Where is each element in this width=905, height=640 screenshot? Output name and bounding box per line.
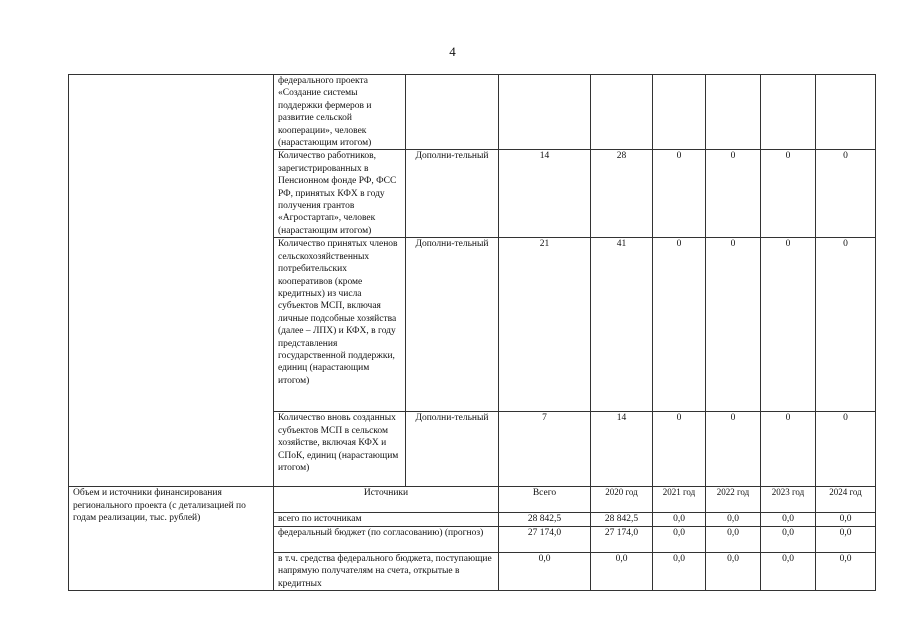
financing-source: в т.ч. средства федерального бюджета, поступающие напрямую получателям на счета, открытые в кредитных [274, 552, 499, 590]
financing-source: всего по источникам [274, 513, 499, 526]
indicator-value: 28 [591, 150, 653, 238]
year-header: 2021 год [653, 487, 706, 513]
indicator-value [653, 75, 706, 150]
financing-value: 0,0 [816, 552, 876, 590]
indicator-value: 0 [816, 412, 876, 487]
financing-total: 28 842,5 [499, 513, 591, 526]
indicator-value: 21 [499, 238, 591, 412]
financing-value: 0,0 [761, 526, 816, 552]
indicator-value: 0 [816, 150, 876, 238]
financing-value: 0,0 [816, 513, 876, 526]
year-header: 2022 год [706, 487, 761, 513]
year-header: 2020 год [591, 487, 653, 513]
indicator-value [761, 75, 816, 150]
financing-value: 0,0 [706, 552, 761, 590]
financing-source: федеральный бюджет (по согласованию) (прогноз) [274, 526, 499, 552]
indicator-value: 14 [591, 412, 653, 487]
financing-value: 0,0 [761, 552, 816, 590]
year-header: 2023 год [761, 487, 816, 513]
indicator-value: 0 [706, 150, 761, 238]
indicator-value: 14 [499, 150, 591, 238]
financing-value: 0,0 [653, 526, 706, 552]
financing-total: 27 174,0 [499, 526, 591, 552]
financing-total: 0,0 [499, 552, 591, 590]
financing-value: 0,0 [653, 552, 706, 590]
indicator-name: Количество работников, зарегистрированных в Пенсионном фонде РФ, ФСС РФ, принятых КФХ в году получения грантов «Агростартап», человек (нарастающим итогом) [274, 150, 406, 238]
page-number: 4 [449, 44, 456, 59]
financing-value: 0,0 [761, 513, 816, 526]
financing-value: 0,0 [653, 513, 706, 526]
indicator-value [706, 75, 761, 150]
indicator-value: 0 [761, 150, 816, 238]
financing-value: 0,0 [591, 552, 653, 590]
project-table [68, 74, 876, 591]
indicator-value: 7 [499, 412, 591, 487]
blank-section-cell [69, 75, 274, 487]
indicator-type: Дополни-тельный [406, 150, 499, 238]
indicator-value [591, 75, 653, 150]
financing-value: 0,0 [816, 526, 876, 552]
financing-section-label: Объем и источники финансирования регионального проекта (с детализацией по годам реализации, тыс. рублей) [69, 487, 274, 591]
indicator-type: Дополни-тельный [406, 412, 499, 487]
indicator-value: 0 [706, 412, 761, 487]
indicator-value: 0 [653, 150, 706, 238]
sources-header: Источники [274, 487, 499, 513]
indicator-value: 0 [653, 412, 706, 487]
financing-value: 0,0 [706, 513, 761, 526]
indicator-name: федерального проекта «Создание системы поддержки фермеров и развитие сельской кооперации», человек (нарастающим итогом) [274, 75, 406, 150]
indicator-value: 0 [761, 238, 816, 412]
financing-header-row [69, 487, 876, 513]
financing-value: 0,0 [706, 526, 761, 552]
indicator-row [69, 75, 876, 150]
indicator-name: Количество вновь созданных субъектов МСП в сельском хозяйстве, включая КФХ и СПоК, единиц (нарастающим итогом) [274, 412, 406, 487]
indicator-value: 41 [591, 238, 653, 412]
indicator-value [499, 75, 591, 150]
indicator-value: 0 [706, 238, 761, 412]
indicator-type: Дополни-тельный [406, 238, 499, 412]
financing-value: 27 174,0 [591, 526, 653, 552]
financing-value: 28 842,5 [591, 513, 653, 526]
total-header: Всего [499, 487, 591, 513]
indicator-value: 0 [761, 412, 816, 487]
indicator-value: 0 [653, 238, 706, 412]
indicator-value: 0 [816, 238, 876, 412]
indicator-type [406, 75, 499, 150]
year-header: 2024 год [816, 487, 876, 513]
indicator-value [816, 75, 876, 150]
indicator-name: Количество принятых членов сельскохозяйственных потребительских кооперативов (кроме кредитных) из числа субъектов МСП, включая личные подсобные хозяйства (далее – ЛПХ) и КФХ, в году представления государственной поддержки, единиц (нарастающим итогом) [274, 238, 406, 412]
